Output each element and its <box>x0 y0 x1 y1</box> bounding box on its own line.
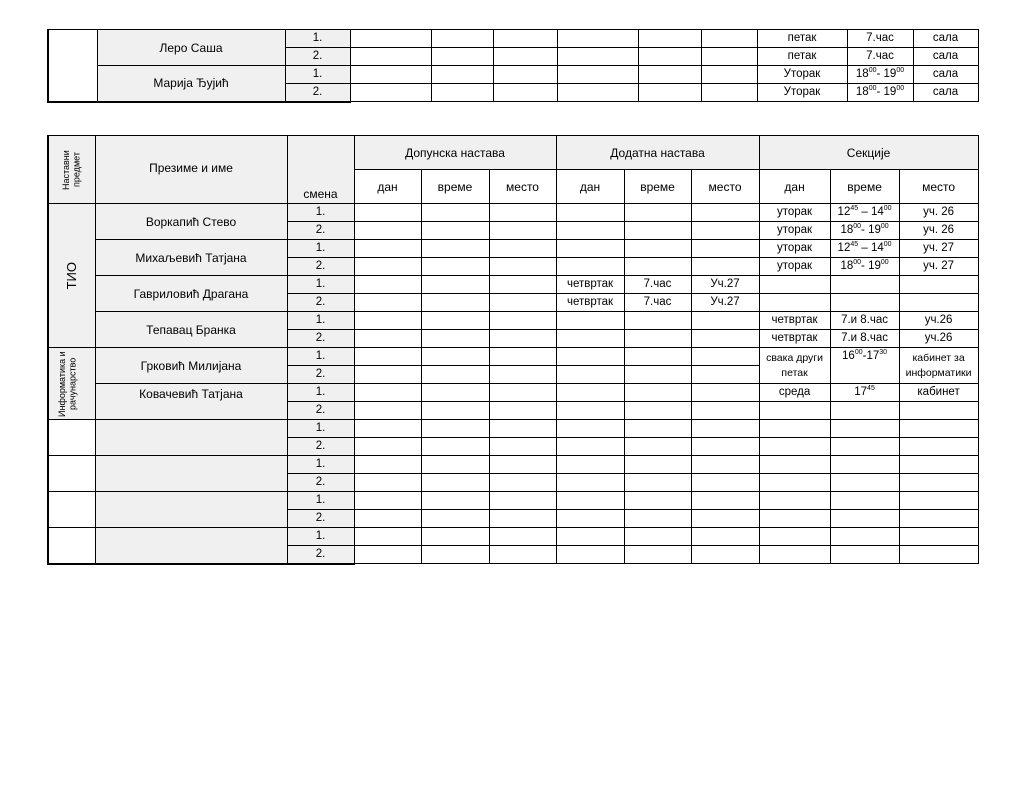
table-row <box>48 492 978 510</box>
shift-cell: 1. <box>287 312 354 330</box>
header-row <box>48 136 978 170</box>
shift-cell: 2. <box>287 330 354 348</box>
section-time: $18^{00}-$ $19^{00}$ <box>830 258 899 276</box>
section-place: уч.26 <box>899 312 978 330</box>
additional-time: 7.час <box>624 294 691 312</box>
teacher-name <box>95 492 287 528</box>
additional-day: четвртак <box>556 276 624 294</box>
section-place: уч. 26 <box>899 204 978 222</box>
time-header: време <box>624 170 691 204</box>
shift-cell: 1. <box>287 420 354 438</box>
table-row <box>48 312 978 330</box>
shift-cell: 1. <box>287 348 354 366</box>
section-day: Уторак <box>757 84 847 102</box>
section-place: сала <box>913 84 978 102</box>
section-day: уторак <box>759 222 830 240</box>
teacher-name: Воркапић Стево <box>95 204 287 240</box>
table-row <box>48 30 978 48</box>
day-header: дан <box>759 170 830 204</box>
name-header: Презиме и име <box>95 136 287 204</box>
section-day: Уторак <box>757 66 847 84</box>
shift-cell: 1. <box>287 276 354 294</box>
day-header: дан <box>354 170 421 204</box>
section-place: кабинет <box>899 384 978 402</box>
shift-cell: 1. <box>287 528 354 546</box>
shift-cell: 1. <box>285 30 350 48</box>
section-time: $18^{00}-$ $19^{00}$ <box>847 66 913 84</box>
additional-header: Додатна настава <box>556 136 759 170</box>
shift-cell: 1. <box>287 492 354 510</box>
section-place: уч.26 <box>899 330 978 348</box>
supplementary-header: Допунска настава <box>354 136 556 170</box>
shift-cell: 1. <box>287 384 354 402</box>
additional-day: четвртак <box>556 294 624 312</box>
place-header: место <box>899 170 978 204</box>
table-row <box>48 276 978 294</box>
section-day: уторак <box>759 204 830 222</box>
shift-cell: 2. <box>287 546 354 564</box>
section-day: четвртак <box>759 330 830 348</box>
subject-cell <box>48 30 97 102</box>
subject-cell <box>48 528 95 564</box>
teacher-name: Леро Саша <box>97 30 285 66</box>
teacher-name: Ковачевић Татјана <box>95 384 287 420</box>
shift-header: смена <box>287 136 354 204</box>
shift-cell: 1. <box>287 240 354 258</box>
section-place: сала <box>913 30 978 48</box>
time-header: време <box>421 170 489 204</box>
section-day: петак <box>757 30 847 48</box>
teacher-name: Михаљевић Татјана <box>95 240 287 276</box>
teacher-name: Тепавац Бранка <box>95 312 287 348</box>
teacher-name <box>95 456 287 492</box>
section-time: $17^{45}$ <box>830 384 899 402</box>
place-header: место <box>691 170 759 204</box>
subject-cell <box>48 456 95 492</box>
teacher-name <box>95 420 287 456</box>
teacher-name: Марија Ђујић <box>97 66 285 102</box>
table-row <box>48 66 978 84</box>
table-row <box>48 420 978 438</box>
section-day: уторак <box>759 240 830 258</box>
additional-place: Уч.27 <box>691 276 759 294</box>
section-time: $16^{00}-17^{30}$ <box>830 348 899 384</box>
additional-time: 7.час <box>624 276 691 294</box>
section-time: 7.час <box>847 48 913 66</box>
table-row <box>48 240 978 258</box>
subject-header: Наставни предмет <box>48 136 95 204</box>
shift-cell: 2. <box>287 474 354 492</box>
section-place: кабинет за информатики <box>899 348 978 384</box>
table-row <box>48 348 978 366</box>
subject-cell <box>48 420 95 456</box>
table-row <box>48 384 978 402</box>
section-time: $12^{45} - 14^{00}$ <box>830 204 899 222</box>
section-time: 7.и 8.час <box>830 330 899 348</box>
section-day: петак <box>757 48 847 66</box>
day-header: дан <box>556 170 624 204</box>
time-header: време <box>830 170 899 204</box>
place-header: место <box>489 170 556 204</box>
section-day: среда <box>759 384 830 402</box>
section-place: уч. 27 <box>899 258 978 276</box>
section-day: четвртак <box>759 312 830 330</box>
shift-cell: 2. <box>285 84 350 102</box>
section-place: уч. 27 <box>899 240 978 258</box>
subject-tio: ТИО <box>48 204 95 348</box>
section-time: $12^{45} - 14^{00}$ <box>830 240 899 258</box>
shift-cell: 1. <box>285 66 350 84</box>
shift-cell: 1. <box>287 456 354 474</box>
shift-cell: 2. <box>287 438 354 456</box>
section-time: 7.час <box>847 30 913 48</box>
teacher-name: Гавриловић Драгана <box>95 276 287 312</box>
shift-cell: 1. <box>287 204 354 222</box>
subject-cell <box>48 492 95 528</box>
table-row <box>48 204 978 222</box>
section-place: сала <box>913 48 978 66</box>
sections-header: Секције <box>759 136 978 170</box>
shift-cell: 2. <box>287 258 354 276</box>
section-day: свака други петак <box>759 348 830 384</box>
subject-informatics: Информатика и рачунарство <box>48 348 95 420</box>
shift-cell: 2. <box>287 510 354 528</box>
teacher-name: Грковић Милијана <box>95 348 287 384</box>
section-place: уч. 26 <box>899 222 978 240</box>
shift-cell: 2. <box>285 48 350 66</box>
table-row <box>48 456 978 474</box>
table-row <box>48 528 978 546</box>
section-time: 7.и 8.час <box>830 312 899 330</box>
teacher-name <box>95 528 287 564</box>
top-schedule-table <box>47 29 979 103</box>
additional-place: Уч.27 <box>691 294 759 312</box>
shift-cell: 2. <box>287 366 354 384</box>
section-time: $18^{00}-$ $19^{00}$ <box>847 84 913 102</box>
shift-cell: 2. <box>287 402 354 420</box>
shift-cell: 2. <box>287 222 354 240</box>
section-time: $18^{00}-$ $19^{00}$ <box>830 222 899 240</box>
section-place: сала <box>913 66 978 84</box>
shift-cell: 2. <box>287 294 354 312</box>
main-schedule-table <box>47 135 979 565</box>
section-day: уторак <box>759 258 830 276</box>
